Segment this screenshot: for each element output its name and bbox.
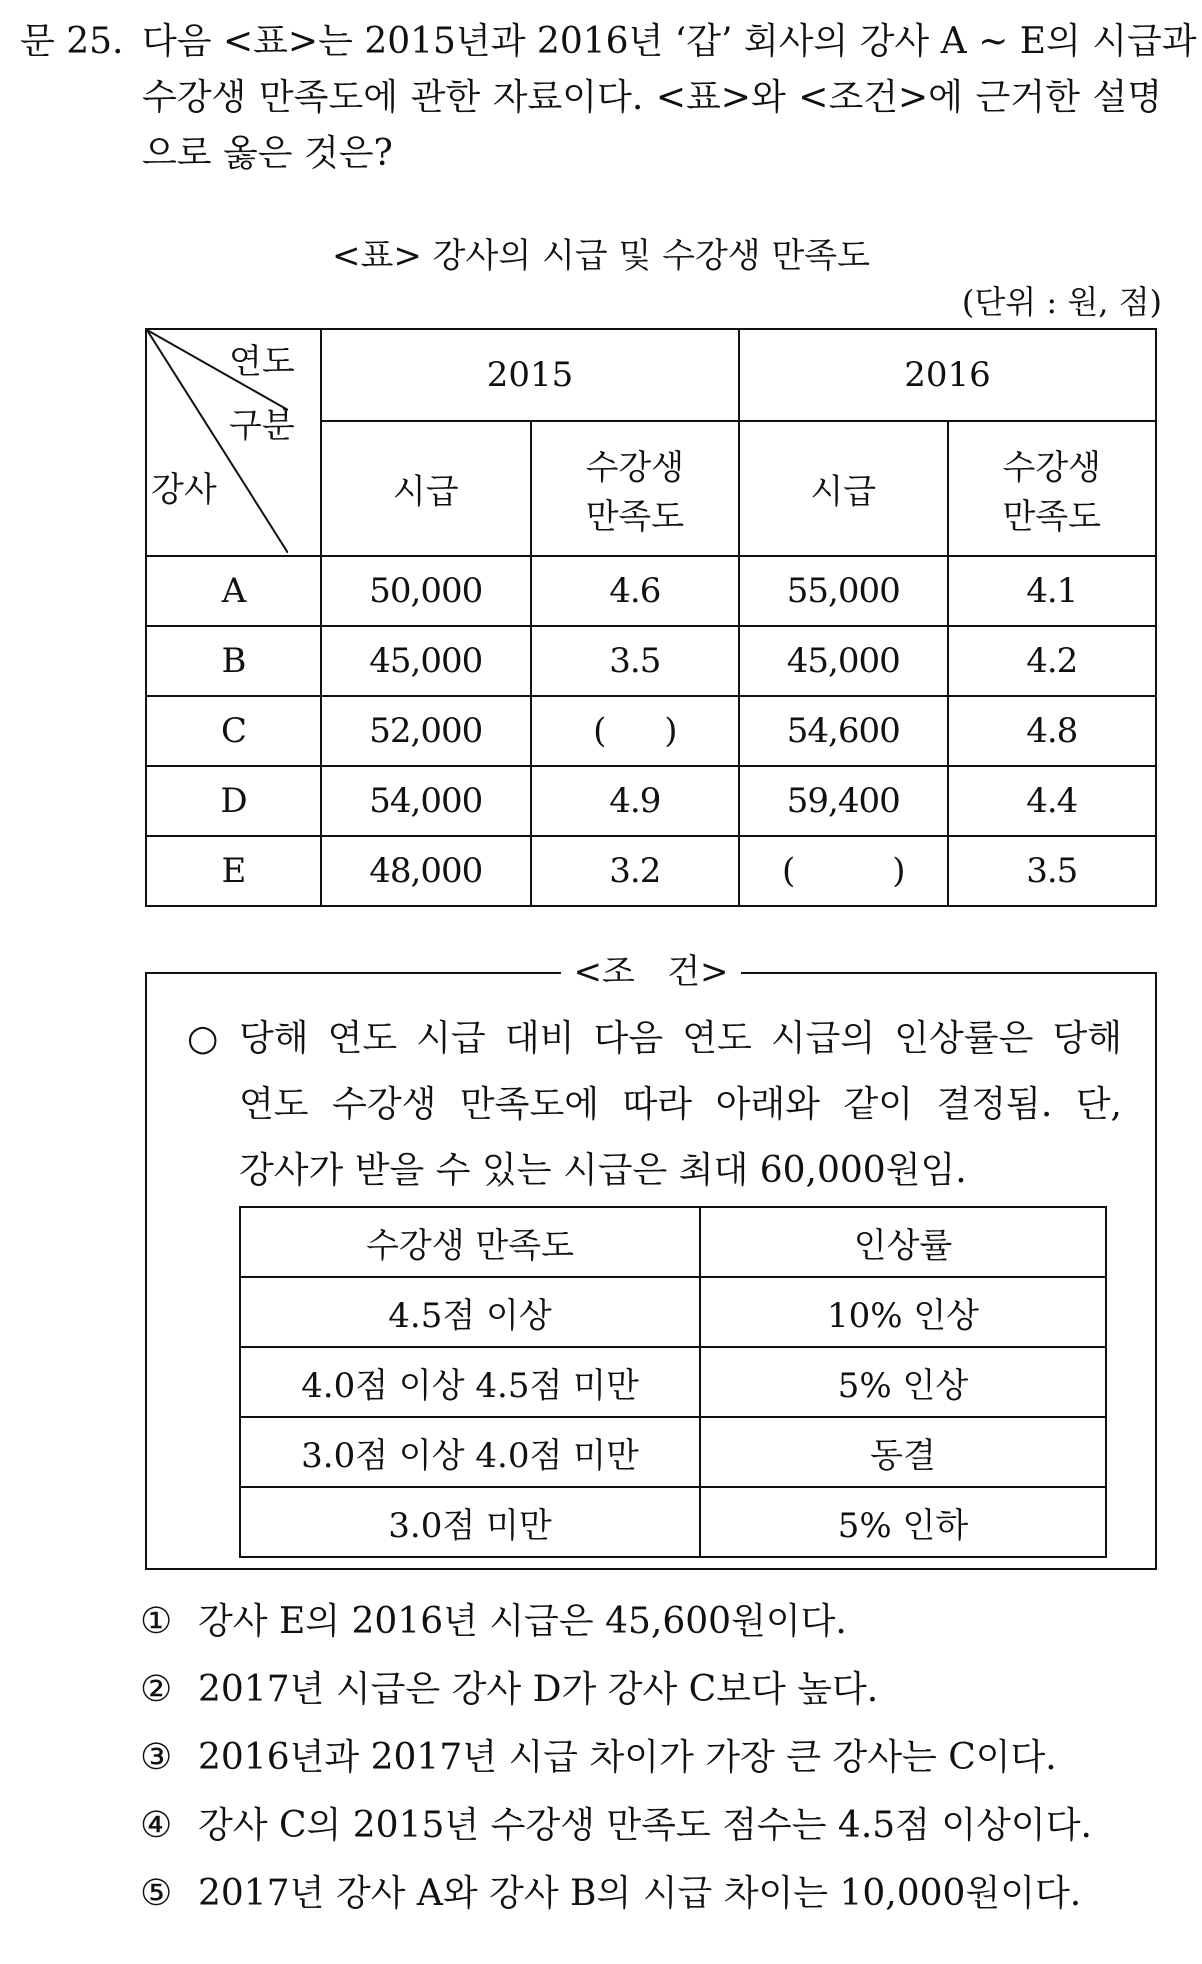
year-header-2015: 2015 <box>321 329 739 421</box>
wage-2016: 45,000 <box>739 626 947 696</box>
table-corner-cell <box>146 329 321 556</box>
header-satisfaction-line1: 수강생 <box>1002 447 1102 488</box>
rate-value: 5% 인하 <box>700 1487 1106 1557</box>
wage-2016: ( ) <box>739 836 947 906</box>
instructor-name: A <box>146 556 321 626</box>
rate-satisfaction-range: 4.5점 이상 <box>240 1277 700 1347</box>
wage-2015: 52,000 <box>321 696 531 766</box>
corner-label-category: 구분 <box>229 406 295 446</box>
question-stem-line: 다음 <표>는 2015년과 2016년 ‘갑’ 회사의 강사 A ~ E의 시급과 <box>142 21 1197 62</box>
wage-2016: 55,000 <box>739 556 947 626</box>
conditions-title: <조 건> <box>561 952 740 992</box>
rate-satisfaction-range: 3.0점 미만 <box>240 1487 700 1557</box>
wage-2015: 54,000 <box>321 766 531 836</box>
rate-table-header-row <box>240 1207 1106 1277</box>
satisfaction-2015: 3.5 <box>531 626 739 696</box>
rate-value: 동결 <box>700 1417 1106 1487</box>
year-header-2016: 2016 <box>739 329 1156 421</box>
conditions-text <box>187 1006 1122 1204</box>
wage-2015: 45,000 <box>321 626 531 696</box>
option-number: ④ <box>140 1805 173 1846</box>
instructor-name: D <box>146 766 321 836</box>
rate-value: 5% 인상 <box>700 1347 1106 1417</box>
answer-option-5[interactable] <box>140 1860 1092 1928</box>
rate-header-satisfaction: 수강생 만족도 <box>240 1207 700 1277</box>
conditions-line: 연도 수강생 만족도에 따라 아래와 같이 결정됨. 단, <box>239 1084 1122 1125</box>
option-text: 2017년 강사 A와 강사 B의 시급 차이는 10,000원이다. <box>198 1873 1082 1914</box>
option-number: ① <box>140 1601 173 1642</box>
question-stem <box>142 14 1197 182</box>
header-wage-2016: 시급 <box>739 421 947 556</box>
header-satisfaction-line1: 수강생 <box>585 447 685 488</box>
option-number: ③ <box>140 1737 173 1778</box>
table-row <box>146 836 1156 906</box>
question-number: 문 25. <box>20 21 124 62</box>
rate-satisfaction-range: 3.0점 이상 4.0점 미만 <box>240 1417 700 1487</box>
table-row <box>240 1347 1106 1417</box>
instructor-name: E <box>146 836 321 906</box>
wage-satisfaction-table <box>145 328 1157 907</box>
option-number: ② <box>140 1669 173 1710</box>
question-stem-line: 수강생 만족도에 관한 자료이다. <표>와 <조건>에 근거한 설명 <box>142 77 1162 118</box>
instructor-name: C <box>146 696 321 766</box>
satisfaction-2016: 4.1 <box>948 556 1157 626</box>
conditions-title-wrap <box>147 946 1155 998</box>
answer-option-4[interactable] <box>140 1792 1092 1860</box>
rate-satisfaction-range: 4.0점 이상 4.5점 미만 <box>240 1347 700 1417</box>
satisfaction-2015: 3.2 <box>531 836 739 906</box>
table-caption: <표> 강사의 시급 및 수강생 만족도 <box>332 236 870 276</box>
corner-label-instructor: 강사 <box>151 470 217 510</box>
option-text: 2016년과 2017년 시급 차이가 가장 큰 강사는 C이다. <box>198 1737 1057 1778</box>
table-unit: (단위 : 원, 점) <box>961 283 1162 321</box>
conditions-line: 강사가 받을 수 있는 시급은 최대 60,000원임. <box>239 1150 967 1191</box>
answer-option-2[interactable] <box>140 1656 1092 1724</box>
option-text: 2017년 시급은 강사 D가 강사 C보다 높다. <box>198 1669 879 1710</box>
option-text: 강사 C의 2015년 수강생 만족도 점수는 4.5점 이상이다. <box>198 1805 1092 1846</box>
satisfaction-2016: 4.8 <box>948 696 1157 766</box>
answer-options <box>140 1588 1092 1928</box>
table-row <box>240 1417 1106 1487</box>
satisfaction-2016: 4.2 <box>948 626 1157 696</box>
header-wage-2015: 시급 <box>321 421 531 556</box>
answer-option-1[interactable] <box>140 1588 1092 1656</box>
answer-option-3[interactable] <box>140 1724 1092 1792</box>
rate-value: 10% 인상 <box>700 1277 1106 1347</box>
satisfaction-2015: ( ) <box>531 696 739 766</box>
option-text: 강사 E의 2016년 시급은 45,600원이다. <box>198 1601 847 1642</box>
wage-2015: 48,000 <box>321 836 531 906</box>
table-row <box>146 696 1156 766</box>
satisfaction-2015: 4.9 <box>531 766 739 836</box>
wage-2015: 50,000 <box>321 556 531 626</box>
header-satisfaction-line2: 만족도 <box>585 496 685 537</box>
header-satisfaction-line2: 만족도 <box>1002 496 1102 537</box>
header-satisfaction-2015 <box>531 421 739 556</box>
table-row <box>146 626 1156 696</box>
corner-label-year: 연도 <box>229 342 295 382</box>
rate-header-rate: 인상률 <box>700 1207 1106 1277</box>
table-row <box>240 1487 1106 1557</box>
satisfaction-2016: 3.5 <box>948 836 1157 906</box>
conditions-box <box>145 952 1157 1570</box>
satisfaction-2016: 4.4 <box>948 766 1157 836</box>
question-stem-line: 으로 옳은 것은? <box>142 133 393 174</box>
raise-rate-table <box>239 1206 1107 1558</box>
wage-2016: 59,400 <box>739 766 947 836</box>
table-row <box>240 1277 1106 1347</box>
table-row <box>146 556 1156 626</box>
satisfaction-2015: 4.6 <box>531 556 739 626</box>
option-number: ⑤ <box>140 1873 173 1914</box>
table-row <box>146 766 1156 836</box>
instructor-name: B <box>146 626 321 696</box>
wage-2016: 54,600 <box>739 696 947 766</box>
bullet-circle-icon: ○ <box>187 1018 219 1059</box>
conditions-line: 당해 연도 시급 대비 다음 연도 시급의 인상률은 당해 <box>239 1018 1122 1059</box>
header-satisfaction-2016 <box>948 421 1157 556</box>
